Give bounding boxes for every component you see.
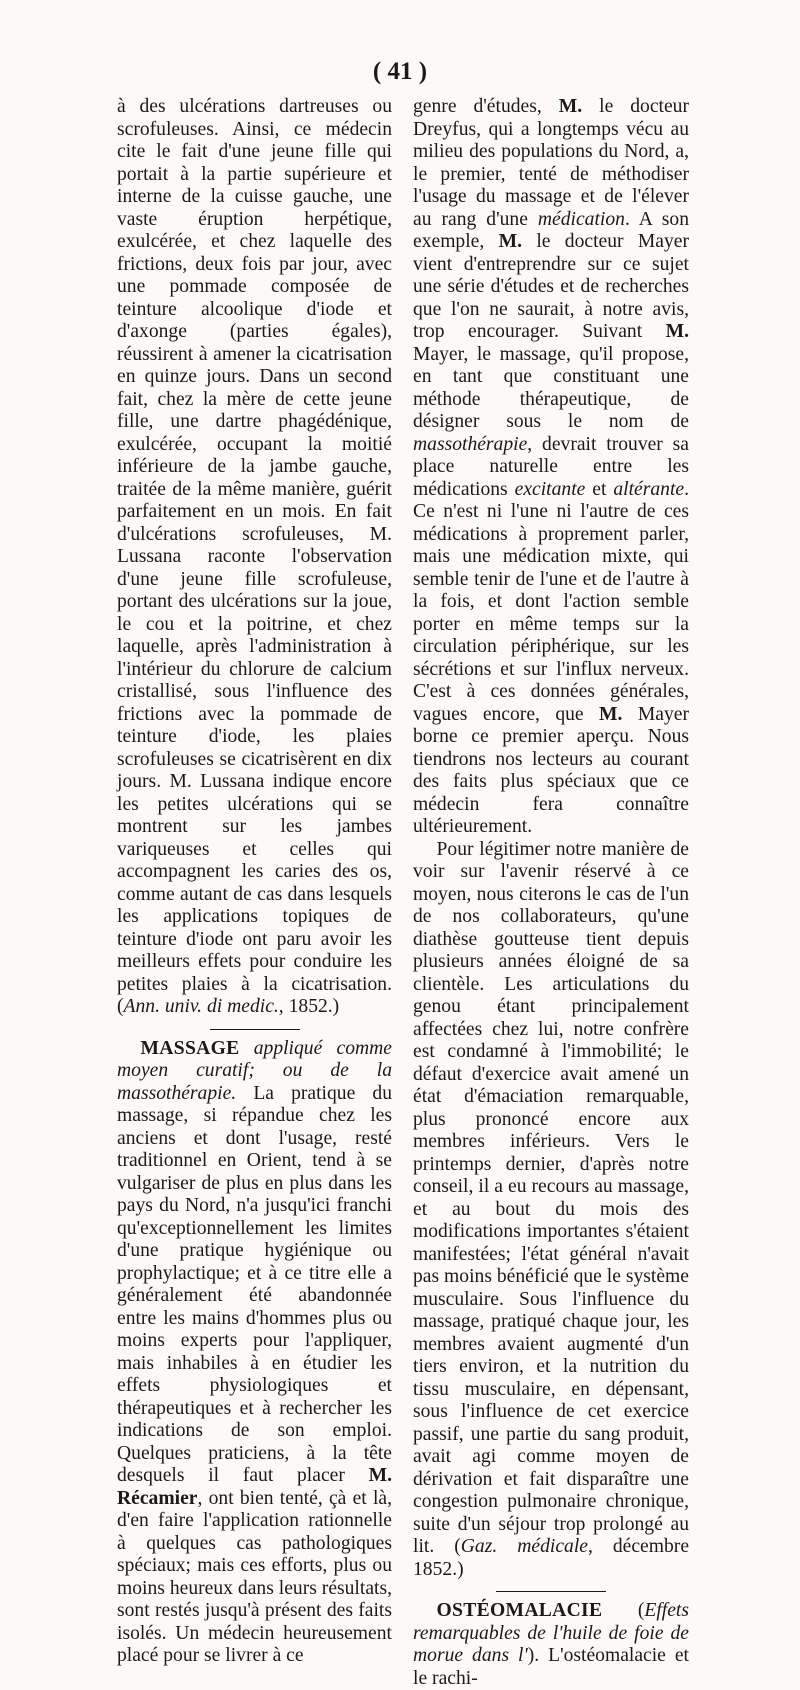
emphasis: altérante <box>613 478 685 500</box>
gout-case-paragraph <box>413 839 689 1582</box>
page-number: ( 41 ) <box>372 58 428 85</box>
person-name: M. <box>599 703 623 725</box>
text-run: , 1852.) <box>278 996 340 1017</box>
section-heading: MASSAGE <box>140 1037 240 1059</box>
iodine-paragraph <box>117 96 392 1019</box>
section-heading: OSTÉOMALACIE <box>436 1600 603 1621</box>
person-name: M. Récamier <box>117 1465 392 1509</box>
text-run: ( <box>602 1600 645 1621</box>
person-name: M. <box>498 231 522 252</box>
emphasis: excitante <box>514 478 586 500</box>
text-run: à des ulcérations dartreuses ou scrofuleuses. Ainsi, ce médecin cite le fait d'une jeune fille qui portait à la partie supérieure et interne de la cuisse gauche, une vaste éruption herpétique, exulcérée, et chez laquelle des frictions, deux fois par jour, avec une pommade composée de teinture alcoolique d'iode et d'axonge (parties égales), réussirent à amener la cicatrisation en quinze jours. Dans un second fait, chez la mère de cette jeune fille, une dartre phagédénique, exulcérée, occupant la moitié inférieure de la jambe gauche, traitée de la même manière, guérit parfaitement en un mois. En fait d'ulcérations scrofuleuses, M. Lussana raconte l'observation d'une jeune fille scrofuleuse, portant des ulcérations sur la joue, le cou et la poitrine, et chez laquelle, après l'administration à l'intérieur du chlorure de calcium cristallisé, sous l'influence des frictions avec la pommade de teinture d'iode, les plaies scrofuleuses se cicatrisèrent en dix jours. M. Lussana indique encore les petites ulcérations qui se montrent sur les jambes variqueuses et celles qui accompagnent les caries des os, comme autant de cas dans lesquels les applications topiques de teinture d'iode ont paru avoir les meilleurs effets pour conduire les petites plaies à la cicatrisation. ( <box>117 96 392 1017</box>
left-column <box>117 96 392 1668</box>
emphasis: médication <box>537 208 625 230</box>
osteomalacia-paragraph <box>413 1600 689 1690</box>
text-run: le docteur Dreyfus, qui a longtemps vécu au milieu des populations du Nord, a, le premier, tenté de méthodiser l'usage du massage et de l'élever au rang d'une <box>413 96 689 230</box>
text-run: Pour légitimer notre manière de voir sur l'avenir réservé à ce moyen, nous citerons le cas de l'un de nos collaborateurs, qu'une diathèse goutteuse tient depuis plusieurs années éloigné de sa clientèle. Les articulations du genou étant principalement affectées chez lui, notre confrère est condamné à l'immobilité; le défaut d'exercice avait amené un état d'émaciation remarquable, plus prononcé encore aux membres inférieurs. Vers le printemps dernier, d'après notre conseil, il a eu recours au massage, et au bout du mois des modifications importantes s'étaient manifestées; l'état général n'avait pas moins bénéficié que le système musculaire. Sous l'influence du massage, pratiqué chaque jour, les membres avaient augmenté d'un tiers environ, et la nutrition du tissu musculaire, en dépensant, sous l'influence de cet exercice passif, une partie du sang produit, avait agi comme moyen de dérivation et fait disparaître une congestion pulmonaire chronique, suite d'un séjour trop prolongé au lit. ( <box>413 838 689 1557</box>
text-run: , ont bien tenté, çà et là, d'en faire l'application rationnelle à quelques cas pathologiques spéciaux; mais ces efforts, plus ou moins heureux dans leurs résultats, sont restés jusqu'à présent des faits isolés. Un médecin heureusement placé pour se livrer à ce <box>117 1487 392 1666</box>
person-name: M. <box>665 321 689 342</box>
text-run: La pratique du massage, si répandue chez les anciens et dont l'usage, resté traditionnel en Orient, tend à se vulgariser de plus en plus dans les pays du Nord, n'a jusqu'ici franchi qu'exceptionnellement les limites d'une pratique hygiénique ou prophylactique; et à ce titre elle a généralement été abandonnée entre les mains d'hommes plus ou moins experts pour l'appliquer, mais inhabiles à en étudier les effets physiologiques et thérapeutiques et à rechercher les indications de son emploi. Quelques praticiens, à la tête desquels il faut placer <box>117 1082 392 1486</box>
text-run: , décembre 1852.) <box>413 1536 690 1580</box>
section-subtitle: appliqué comme moyen curatif; ou de la massothérapie. <box>117 1037 392 1104</box>
section-divider <box>210 1029 300 1030</box>
text-run: . Ce n'est ni l'une ni l'autre de ces médications à proprement parler, mais une médication mixte, qui semble tenir de l'une et de l'autre à la fois, et dont l'action semble porter en même temps sur la circulation périphérique, sur les sécrétions et sur l'influx nerveux. C'est à ces données générales, vagues encore, que <box>413 478 690 725</box>
section-divider <box>496 1591 606 1592</box>
section-subtitle: Effets remarquables de l'huile de foie de morue dans l' <box>413 1600 689 1666</box>
source-citation: Ann. univ. di medic. <box>123 996 279 1017</box>
emphasis: massothérapie <box>413 433 528 455</box>
massage-continued-paragraph <box>413 96 689 839</box>
text-run: ). L'ostéomalacie et le rachi- <box>413 1645 689 1689</box>
text-run: genre d'études, <box>413 96 559 117</box>
massage-paragraph <box>117 1038 392 1668</box>
text-run: le docteur Mayer vient d'entreprendre sur ce sujet une série d'études et de recherches que l'on ne saurait, à notre avis, trop encourager. Suivant <box>413 231 689 342</box>
text-run: Mayer borne ce premier aperçu. Nous tiendrons nos lecteurs au courant des faits plus spéciaux que ce médecin fera connaître ultérieurement. <box>413 703 689 837</box>
text-run: Mayer, le massage, qu'il propose, en tant que constituant une méthode thérapeutique, de désigner sous le nom de <box>413 343 689 432</box>
text-run: . A son exemple, <box>413 208 690 252</box>
text-run: , devrait trouver sa place naturelle entre les médications <box>413 433 689 500</box>
right-column <box>413 96 689 1690</box>
source-citation: Gaz. médicale <box>460 1536 588 1557</box>
person-name: M. <box>558 96 583 117</box>
text-run: et <box>585 478 614 500</box>
